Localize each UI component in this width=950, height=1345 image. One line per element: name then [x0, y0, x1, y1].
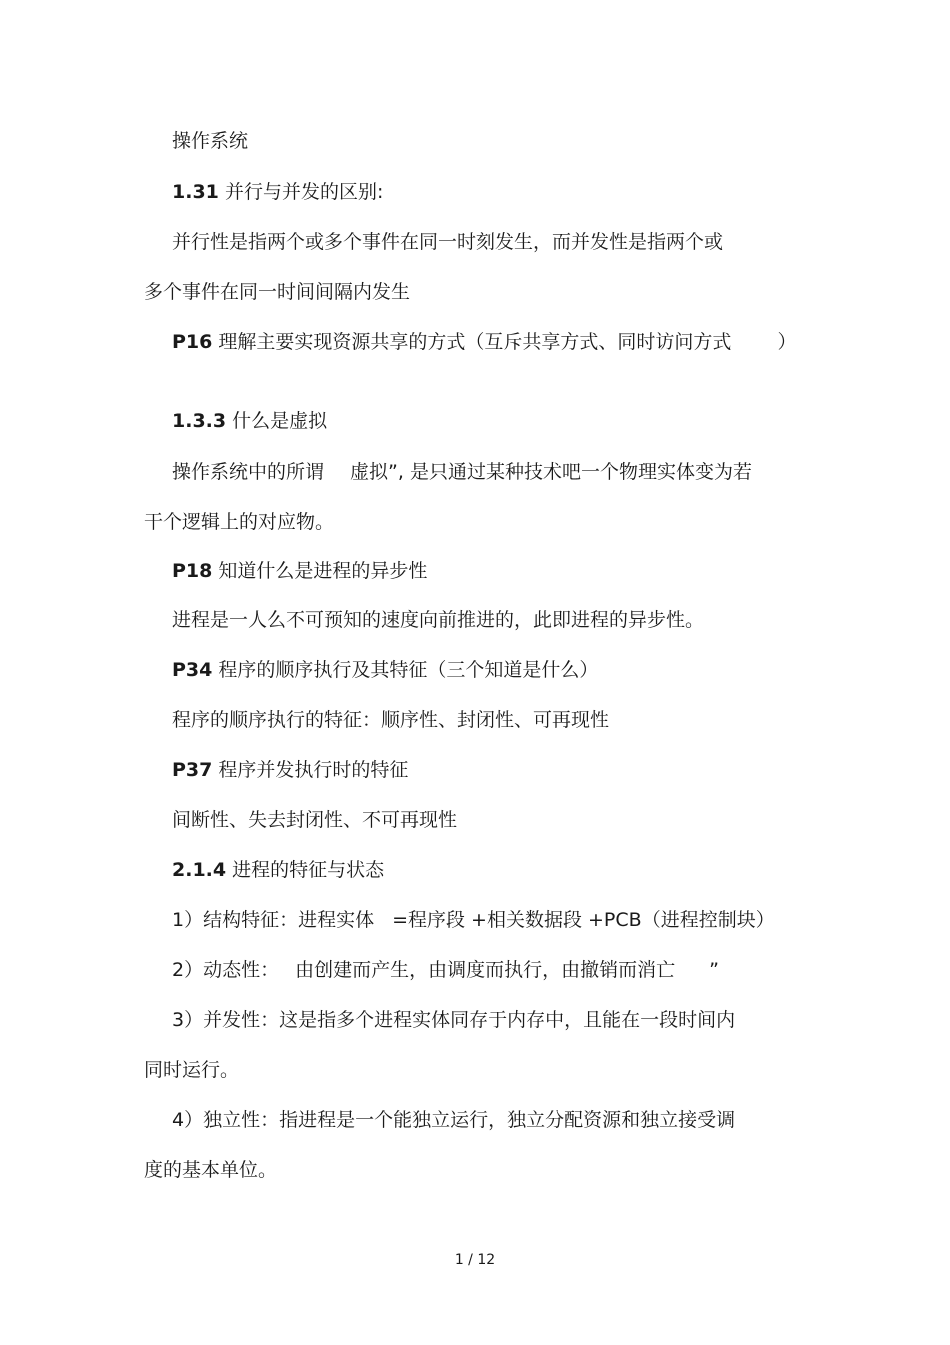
section-number: P34: [172, 659, 213, 681]
section-title: 并行与并发的区别:: [224, 181, 384, 203]
page-number: 1 / 12: [454, 1252, 496, 1268]
list-item-4: 4）独立性：指进程是一个能独立运行，独立分配资源和独立接受调: [172, 1109, 736, 1131]
section-title: 理解主要实现资源共享的方式（互斥共享方式、同时访问方式: [218, 331, 732, 353]
section-number: 1.3.3: [172, 410, 227, 432]
list-item-3: 3）并发性：这是指多个进程实体同存于内存中，且能在一段时间内: [172, 1009, 736, 1031]
section-number: P37: [172, 759, 213, 781]
paragraph-line: 进程是一人么不可预知的速度向前推进的，此即进程的异步性。: [172, 609, 705, 631]
list-item-2: 2）动态性： 由创建而产生，由调度而执行，由撤销而消亡 ”: [172, 959, 719, 981]
section-heading-p34: [172, 658, 598, 682]
section-heading-2-1-4: [172, 858, 384, 882]
closing-paren: ）: [777, 331, 797, 353]
paragraph-line: 程序的顺序执行的特征：顺序性、封闭性、可再现性: [172, 709, 610, 731]
section-title: 什么是虚拟: [232, 410, 328, 432]
paragraph-line: 操作系统中的所谓 虚拟”, 是只通过某种技术吧一个物理实体变为若: [172, 461, 752, 483]
paragraph-line: 干个逻辑上的对应物。: [144, 511, 335, 533]
section-number: 2.1.4: [172, 859, 227, 881]
paragraph-line: 度的基本单位。: [144, 1159, 278, 1181]
paragraph-line: 间断性、失去封闭性、不可再现性: [172, 809, 458, 831]
list-item-1: 1）结构特征：进程实体 =程序段 +相关数据段 +PCB（进程控制块）: [172, 909, 775, 931]
section-heading-1-3-3: [172, 409, 327, 433]
section-title: 进程的特征与状态: [232, 859, 385, 881]
section-title: 程序并发执行时的特征: [218, 759, 409, 781]
section-number: 1.31: [172, 181, 219, 203]
section-number: P18: [172, 560, 213, 582]
section-title: 知道什么是进程的异步性: [218, 560, 428, 582]
section-heading-p16: [172, 330, 796, 354]
doc-title: 操作系统: [172, 130, 249, 152]
section-title: 程序的顺序执行及其特征（三个知道是什么）: [218, 659, 599, 681]
section-heading-1-31: [172, 180, 383, 204]
paragraph-line: 多个事件在同一时间间隔内发生: [144, 281, 411, 303]
paragraph-line: 同时运行。: [144, 1059, 240, 1081]
paragraph-line: 并行性是指两个或多个事件在同一时刻发生，而并发性是指两个或: [172, 231, 724, 253]
section-number: P16: [172, 331, 213, 353]
section-heading-p37: [172, 758, 408, 782]
section-heading-p18: [172, 559, 427, 583]
